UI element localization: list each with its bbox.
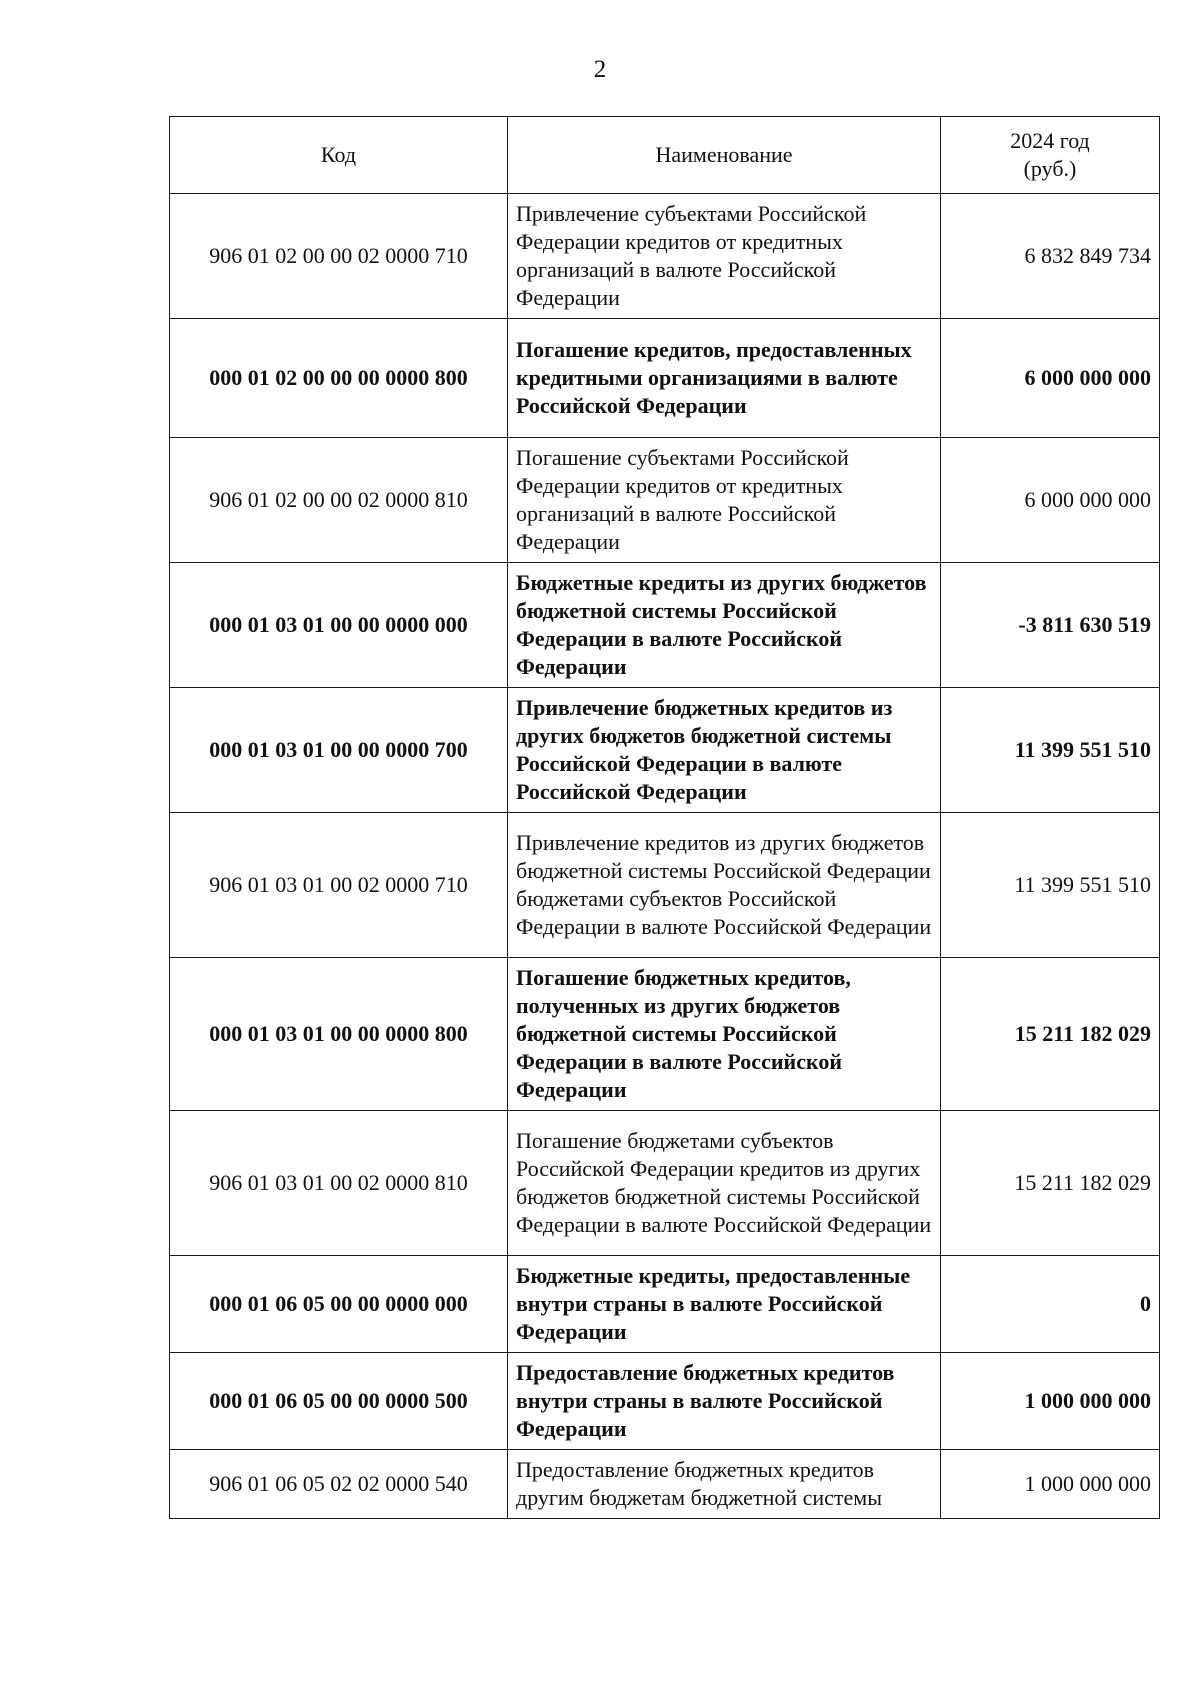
header-amount (941, 117, 1160, 194)
table-row (170, 319, 1160, 438)
row-code: 906 01 02 00 00 02 0000 710 (170, 194, 508, 319)
row-code: 000 01 06 05 00 00 0000 500 (170, 1353, 508, 1450)
header-amount-year: 2024 год (1010, 128, 1090, 153)
table-row (170, 813, 1160, 958)
table-row (170, 1353, 1160, 1450)
row-code: 906 01 02 00 00 02 0000 810 (170, 438, 508, 563)
row-name: Привлечение бюджетных кредитов из других бюджетов бюджетной системы Российской Федерации в валюте Российской Федерации (508, 688, 941, 813)
row-name: Бюджетные кредиты из других бюджетов бюджетной системы Российской Федерации в валюте Российской Федерации (508, 563, 941, 688)
row-code: 000 01 03 01 00 00 0000 800 (170, 958, 508, 1111)
page-number: 2 (593, 56, 607, 83)
table-row (170, 1256, 1160, 1353)
row-amount: 6 000 000 000 (941, 438, 1160, 563)
table-row (170, 1450, 1160, 1519)
table-row (170, 438, 1160, 563)
table-row (170, 958, 1160, 1111)
row-name: Привлечение субъектами Российской Федерации кредитов от кредитных организаций в валюте Российской Федерации (508, 194, 941, 319)
row-code: 000 01 02 00 00 00 0000 800 (170, 319, 508, 438)
row-name: Погашение субъектами Российской Федерации кредитов от кредитных организаций в валюте Российской Федерации (508, 438, 941, 563)
row-code: 906 01 06 05 02 02 0000 540 (170, 1450, 508, 1519)
row-code: 000 01 03 01 00 00 0000 700 (170, 688, 508, 813)
table-row (170, 563, 1160, 688)
row-code: 906 01 03 01 00 02 0000 710 (170, 813, 508, 958)
row-name: Предоставление бюджетных кредитов другим бюджетам бюджетной системы (508, 1450, 941, 1519)
row-name: Привлечение кредитов из других бюджетов бюджетной системы Российской Федерации бюджетами субъектов Российской Федерации в валюте Российской Федерации (508, 813, 941, 958)
row-amount: 6 832 849 734 (941, 194, 1160, 319)
row-amount: 11 399 551 510 (941, 813, 1160, 958)
row-amount: 11 399 551 510 (941, 688, 1160, 813)
row-amount: 6 000 000 000 (941, 319, 1160, 438)
row-amount: 0 (941, 1256, 1160, 1353)
table-row (170, 194, 1160, 319)
row-amount: 1 000 000 000 (941, 1353, 1160, 1450)
table-row (170, 688, 1160, 813)
row-code: 000 01 06 05 00 00 0000 000 (170, 1256, 508, 1353)
row-amount: 1 000 000 000 (941, 1450, 1160, 1519)
row-amount: -3 811 630 519 (941, 563, 1160, 688)
row-code: 000 01 03 01 00 00 0000 000 (170, 563, 508, 688)
header-code: Код (170, 117, 508, 194)
row-name: Бюджетные кредиты, предоставленные внутри страны в валюте Российской Федерации (508, 1256, 941, 1353)
row-code: 906 01 03 01 00 02 0000 810 (170, 1111, 508, 1256)
table-row (170, 1111, 1160, 1256)
budget-table (169, 116, 1160, 1519)
header-amount-unit: (руб.) (1023, 156, 1077, 181)
table-header-row (170, 117, 1160, 194)
row-name: Погашение кредитов, предоставленных кредитными организациями в валюте Российской Федерации (508, 319, 941, 438)
row-name: Погашение бюджетами субъектов Российской Федерации кредитов из других бюджетов бюджетной системы Российской Федерации в валюте Российской Федерации (508, 1111, 941, 1256)
row-name: Погашение бюджетных кредитов, полученных из других бюджетов бюджетной системы Российской Федерации в валюте Российской Федерации (508, 958, 941, 1111)
row-name: Предоставление бюджетных кредитов внутри страны в валюте Российской Федерации (508, 1353, 941, 1450)
header-name: Наименование (508, 117, 941, 194)
row-amount: 15 211 182 029 (941, 1111, 1160, 1256)
row-amount: 15 211 182 029 (941, 958, 1160, 1111)
